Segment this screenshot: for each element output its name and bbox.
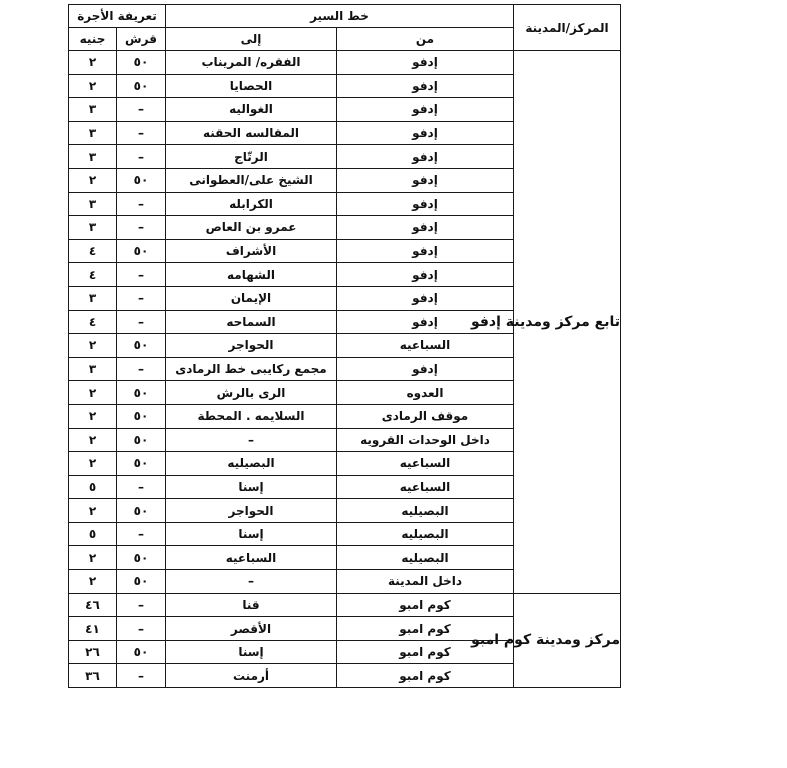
piaster-cell: – [117,357,166,381]
pound-cell: ٥ [69,522,117,546]
pound-cell: ٥ [69,475,117,499]
piaster-cell: ٥٠ [117,640,166,664]
piaster-cell: – [117,216,166,240]
route-header: خط السير [166,5,514,28]
piaster-cell: ٥٠ [117,452,166,476]
from-cell: البصيليه [337,499,514,523]
fare-header: تعريفة الأجرة [69,5,166,28]
pound-cell: ٢ [69,334,117,358]
piaster-cell: – [117,310,166,334]
to-cell: الغواليه [166,98,337,122]
piaster-cell: – [117,121,166,145]
from-header: من [337,28,514,51]
to-cell: الحواجر [166,499,337,523]
from-cell: السباعيه [337,475,514,499]
pound-cell: ٣ [69,98,117,122]
pound-cell: ٣٦ [69,664,117,688]
from-cell: موقف الرمادى [337,404,514,428]
to-cell: الحواجر [166,334,337,358]
pound-cell: ٢ [69,546,117,570]
pound-cell: ٢ [69,499,117,523]
pound-cell: ٤ [69,239,117,263]
pound-cell: ٢ [69,168,117,192]
from-cell: إدفو [337,286,514,310]
piaster-cell: – [117,593,166,617]
from-cell: إدفو [337,239,514,263]
to-cell: السباعيه [166,546,337,570]
from-cell: إدفو [337,98,514,122]
from-cell: إدفو [337,74,514,98]
pound-header: جنيه [69,28,117,51]
pound-cell: ٢ [69,570,117,594]
from-cell: كوم امبو [337,617,514,641]
piaster-cell: ٥٠ [117,51,166,75]
to-cell: الرتّاج [166,145,337,169]
piaster-header: قرش [117,28,166,51]
from-cell: إدفو [337,192,514,216]
piaster-cell: ٥٠ [117,404,166,428]
from-cell: إدفو [337,51,514,75]
to-cell: السماحه [166,310,337,334]
table-row [69,593,621,617]
from-cell: داخل المدينة [337,570,514,594]
piaster-cell: ٥٠ [117,381,166,405]
to-cell: الأقصر [166,617,337,641]
table-row [69,51,621,75]
piaster-cell: – [117,192,166,216]
pound-cell: ٢ [69,428,117,452]
region-cell: مركز ومدينة كوم امبو [514,593,621,687]
to-cell: المقالسه الحقنه [166,121,337,145]
to-cell: الأشراف [166,239,337,263]
from-cell: السباعيه [337,452,514,476]
from-cell: إدفو [337,168,514,192]
piaster-cell: ٥٠ [117,74,166,98]
to-cell: عمرو بن العاص [166,216,337,240]
from-cell: السباعيه [337,334,514,358]
pound-cell: ٣ [69,121,117,145]
piaster-cell: – [117,664,166,688]
pound-cell: ٣ [69,145,117,169]
to-cell: إسنا [166,522,337,546]
piaster-cell: – [117,475,166,499]
to-cell: – [166,570,337,594]
to-cell: الرى بالرش [166,381,337,405]
from-cell: البصيليه [337,546,514,570]
from-cell: إدفو [337,216,514,240]
pound-cell: ٢ [69,404,117,428]
piaster-cell: – [117,617,166,641]
to-cell: الإيمان [166,286,337,310]
pound-cell: ٢ [69,74,117,98]
fare-table-body [69,51,621,688]
from-cell: إدفو [337,357,514,381]
from-cell: كوم امبو [337,664,514,688]
piaster-cell: ٥٠ [117,334,166,358]
to-cell: الكرابله [166,192,337,216]
pound-cell: ٣ [69,286,117,310]
to-cell: أرمنت [166,664,337,688]
to-cell: الفقره/ المريناب [166,51,337,75]
from-cell: إدفو [337,121,514,145]
fare-table [68,4,621,688]
pound-cell: ٤ [69,310,117,334]
pound-cell: ٤٦ [69,593,117,617]
to-cell: إسنا [166,640,337,664]
from-cell: إدفو [337,310,514,334]
to-cell: إسنا [166,475,337,499]
pound-cell: ٢ [69,381,117,405]
pound-cell: ٤١ [69,617,117,641]
region-cell: تابع مركز ومدينة إدفو [514,51,621,594]
pound-cell: ٢ [69,452,117,476]
pound-cell: ٤ [69,263,117,287]
to-header: إلى [166,28,337,51]
piaster-cell: ٥٠ [117,168,166,192]
piaster-cell: – [117,522,166,546]
from-cell: إدفو [337,263,514,287]
from-cell: داخل الوحدات القرويه [337,428,514,452]
pound-cell: ٢٦ [69,640,117,664]
to-cell: الحصايا [166,74,337,98]
pound-cell: ٣ [69,357,117,381]
from-cell: كوم امبو [337,593,514,617]
to-cell: قنا [166,593,337,617]
pound-cell: ٣ [69,192,117,216]
from-cell: إدفو [337,145,514,169]
from-cell: كوم امبو [337,640,514,664]
piaster-cell: ٥٠ [117,499,166,523]
to-cell: الشيخ على/العطوانى [166,168,337,192]
to-cell: – [166,428,337,452]
to-cell: السلايمه . المحطة [166,404,337,428]
from-cell: العدوه [337,381,514,405]
to-cell: الشهامه [166,263,337,287]
region-header: المركز/المدينة [514,5,621,51]
piaster-cell: – [117,286,166,310]
piaster-cell: – [117,263,166,287]
pound-cell: ٢ [69,51,117,75]
piaster-cell: ٥٠ [117,428,166,452]
piaster-cell: ٥٠ [117,570,166,594]
to-cell: مجمع ركايبى خط الرمادى [166,357,337,381]
to-cell: البصيليه [166,452,337,476]
piaster-cell: ٥٠ [117,239,166,263]
pound-cell: ٣ [69,216,117,240]
piaster-cell: – [117,98,166,122]
from-cell: البصيليه [337,522,514,546]
piaster-cell: ٥٠ [117,546,166,570]
piaster-cell: – [117,145,166,169]
